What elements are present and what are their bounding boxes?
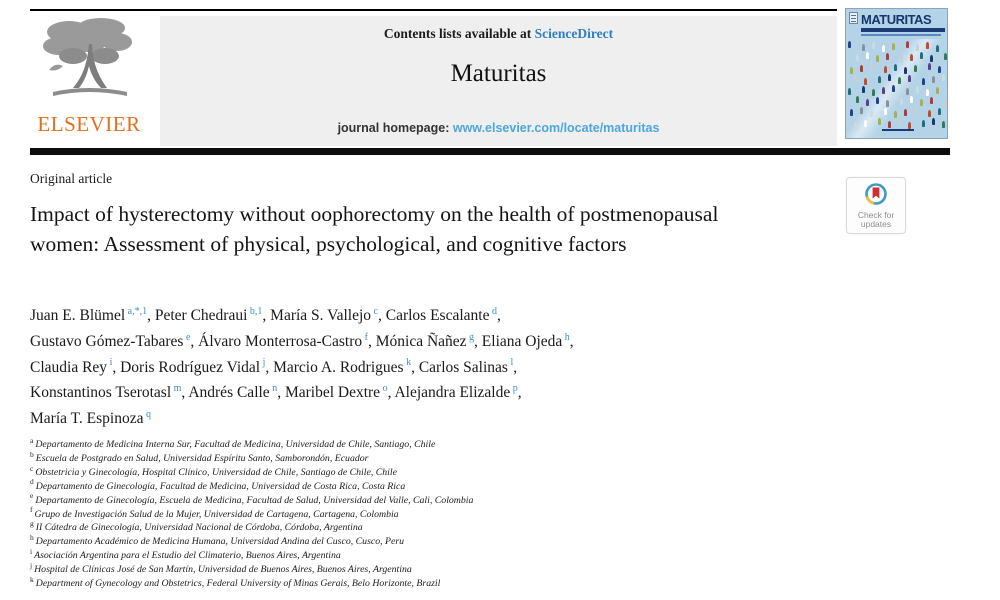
homepage-line [160, 121, 837, 135]
author-affiliation-superscript: l [510, 357, 514, 369]
author-affiliation-superscript: e [185, 331, 191, 343]
cover-person-figure [870, 110, 873, 117]
author-name: Gustavo Gómez-Tabares [30, 332, 184, 350]
author-line: Claudia Rey $^i$, Doris Rodríguez Vidal $^j$, Marcio A. Rodrigues $^k$, Carlos Salinas $^l$, [30, 357, 518, 376]
elsevier-logo[interactable] [28, 14, 150, 146]
check-updates-label-line1: Check for [857, 210, 895, 220]
cover-person-figure [876, 97, 879, 104]
author-affiliation-superscript: j [262, 357, 266, 369]
contents-line [160, 26, 837, 42]
author-affiliation-superscript: n [272, 383, 278, 395]
cover-subtitle-line [861, 34, 941, 36]
cover-person-figure [916, 44, 919, 51]
cover-person-figure [848, 88, 851, 95]
header-thick-divider [30, 148, 950, 155]
author-name: Andrés Calle [188, 384, 270, 402]
sciencedirect-link[interactable]: ScienceDirect [534, 26, 614, 41]
affiliation-line: $^f$ Grupo de Investigación Salud de la Mujer, Universidad de Cartagena, Cartagena, Colombia [30, 505, 399, 520]
cover-person-figure [886, 53, 889, 60]
cover-masthead [846, 9, 947, 39]
author-name: Carlos Salinas [418, 358, 508, 376]
cover-person-figure [850, 67, 853, 74]
author-name: Konstantinos Tserotasl [30, 384, 172, 402]
cover-person-figure [910, 54, 913, 61]
author-list [30, 303, 574, 432]
affiliation-line: $^d$ Departamento de Ginecología, Facultad de Medicina, Universidad de Costa Rica, Costa Rica [30, 477, 406, 492]
author-affiliation-superscript: c [373, 305, 378, 317]
affiliation-line: $^b$ Escuela de Postgrado en Salud, Universidad Espíritu Santo, Samborondón, Ecuador [30, 449, 369, 464]
cover-person-figure [938, 66, 941, 73]
cover-person-figure [914, 107, 917, 114]
cover-subtitle-bar [861, 28, 945, 32]
cover-person-figure [854, 75, 857, 82]
author-line [30, 406, 574, 432]
author-affiliation-superscript: p [512, 383, 518, 395]
author-affiliation-superscript: g [469, 331, 475, 343]
cover-person-figure [876, 55, 879, 62]
cover-person-figure [908, 75, 911, 82]
check-for-updates-badge[interactable] [846, 177, 906, 234]
cover-person-figure [882, 87, 885, 94]
cover-person-figure [864, 120, 867, 127]
cover-person-figure [928, 110, 931, 117]
cover-person-figure [882, 45, 885, 52]
author-affiliation-superscript: m [173, 383, 182, 395]
cover-person-figure [938, 108, 941, 115]
contents-prefix-text: Contents lists available at [383, 26, 535, 41]
cover-person-figure [850, 109, 853, 116]
cover-person-figure [944, 100, 947, 107]
cover-person-figure [854, 122, 857, 129]
cover-person-figure [928, 63, 931, 70]
author-name: Álvaro Monterrosa-Castro [198, 332, 363, 350]
cover-person-figure [904, 109, 907, 116]
cover-person-figure [926, 42, 929, 49]
cover-person-figure [900, 98, 903, 105]
cover-person-figure [936, 87, 939, 94]
author-name: Eliana Ojeda [481, 332, 563, 350]
cover-person-figure [900, 56, 903, 63]
author-affiliation-superscript: h [564, 331, 570, 343]
cover-person-figure [914, 65, 917, 72]
affiliation-line: $^c$ Obstetricia y Ginecología, Hospital Clínico, Universidad de Chile, Santiago de Chile, Chile [30, 463, 397, 478]
cover-person-figure [920, 52, 923, 59]
check-updates-label-line2: updates [860, 219, 892, 229]
elsevier-tree-icon [39, 14, 139, 114]
cover-person-figure [930, 55, 933, 62]
affiliation-list [30, 435, 474, 591]
cover-person-figure [878, 118, 881, 125]
cover-person-figure [864, 78, 867, 85]
author-affiliation-superscript: i [109, 357, 113, 369]
cover-person-figure [944, 53, 947, 60]
cover-person-figure [904, 67, 907, 74]
author-name: Doris Rodríguez Vidal [120, 358, 261, 376]
cover-person-figure [926, 89, 929, 96]
author-affiliation-superscript: k [406, 357, 412, 369]
cover-person-figure [894, 111, 897, 118]
author-name: Carlos Escalante [385, 307, 490, 324]
author-affiliation-superscript: q [146, 409, 151, 421]
author-affiliation-superscript: b,1 [249, 305, 263, 317]
author-name: Juan E. Blümel [30, 307, 126, 324]
cover-person-figure [866, 52, 869, 59]
author-name: Peter Chedraui [154, 307, 248, 324]
cover-person-figure [884, 108, 887, 115]
author-affiliation-superscript: o [382, 383, 388, 395]
affiliation-line: $^h$ Departamento Académico de Medicina Humana, Universidad Andina del Cusco, Cusco, Peru [30, 533, 405, 548]
cover-person-figure [936, 45, 939, 52]
cover-person-figure [908, 122, 911, 129]
cover-person-figure [888, 74, 891, 81]
cover-person-figure [942, 74, 945, 81]
author-name: Maribel Dextre [284, 384, 381, 402]
cover-person-figure [922, 78, 925, 85]
affiliation-line: $^e$ Departamento de Ginecología, Escuela de Medicina, Facultad de Salud, Universidad del Valle, Cali, Colombia [30, 491, 474, 506]
cover-mini-logo-icon [849, 12, 858, 24]
journal-cover-thumbnail[interactable] [845, 8, 948, 139]
cover-person-figure [932, 76, 935, 83]
cover-person-figure [866, 99, 869, 106]
cover-person-figure [932, 118, 935, 125]
author-line: Konstantinos Tserotasl $^m$, Andrés Calle $^n$, Maribel Dextre $^o$, Alejandra Elizalde $^p$, [30, 383, 522, 402]
homepage-prefix-text: journal homepage: [337, 121, 453, 135]
journal-title: Maturitas [450, 60, 547, 87]
top-divider [30, 9, 837, 11]
cover-figures [846, 39, 948, 139]
cover-person-figure [910, 96, 913, 103]
author-name: Marcio A. Rodrigues [273, 358, 404, 376]
cover-person-figure [920, 99, 923, 106]
cover-person-figure [930, 97, 933, 104]
author-name: Alejandra Elizalde [394, 384, 511, 402]
cover-person-figure [870, 63, 873, 70]
cover-person-figure [860, 65, 863, 72]
cover-person-figure [872, 42, 875, 49]
affiliation-line: $^a$ Departamento de Medicina Interna Sur, Facultad de Medicina, Universidad de Chile, Santiago, Chile [30, 435, 436, 450]
cover-person-figure [860, 107, 863, 114]
author-affiliation-superscript: a,*,1 [127, 305, 148, 317]
cover-person-figure [878, 76, 881, 83]
cover-person-figure [942, 121, 945, 128]
author-line: Gustavo Gómez-Tabares $^e$, Álvaro Monterrosa-Castro $^f$, Mónica Ñañez $^g$, Eliana Ojeda $^h$, [30, 331, 574, 350]
author-name: Mónica Ñañez [375, 332, 467, 350]
cover-person-figure [886, 100, 889, 107]
author-affiliation-superscript: f [364, 331, 368, 343]
cover-person-figure [906, 41, 909, 48]
cover-person-figure [862, 86, 865, 93]
affiliation-line: $^g$ II Cátedra de Ginecología, Universidad Nacional de Córdoba, Córdoba, Argentina [30, 519, 363, 534]
journal-homepage-link[interactable]: www.elsevier.com/locate/maturitas [452, 121, 660, 135]
cover-person-figure [898, 119, 901, 126]
cover-journal-title: MATURITAS [861, 12, 932, 27]
affiliation-line: $^j$ Hospital de Clínicas José de San Martín, Universidad de Buenos Aires, Buenos Aires, Argentina [30, 560, 412, 576]
cover-person-figure [922, 120, 925, 127]
cover-person-figure [892, 85, 895, 92]
crossmark-icon [864, 182, 888, 206]
cover-person-figure [892, 43, 895, 50]
affiliation-line: $^k$ Department of Gynecology and Obstetrics, Federal University of Minas Gerais, Belo Horizonte, Brazil [30, 574, 441, 590]
cover-person-figure [894, 64, 897, 71]
cover-person-figure [862, 44, 865, 51]
author-name: María T. Espinoza [30, 410, 144, 428]
cover-person-figure [898, 77, 901, 84]
article-type-label: Original article [30, 171, 113, 186]
affiliation-line: $^i$ Asociación Argentina para el Estudio del Climaterio, Buenos Aires, Argentina [30, 546, 341, 562]
cover-person-figure [906, 88, 909, 95]
author-name: Claudia Rey [30, 358, 108, 376]
author-line: Juan E. Blümel $^{a,*,1}$, Peter Chedraui $^{b,1}$, María S. Vallejo $^c$, Carlos Escalante $^d$, [30, 305, 501, 324]
cover-person-figure [872, 89, 875, 96]
cover-person-figure [856, 54, 859, 61]
cover-footer-line [882, 129, 914, 131]
elsevier-wordmark: ELSEVIER [37, 112, 141, 136]
author-name: María S. Vallejo [270, 307, 372, 324]
cover-person-figure [856, 96, 859, 103]
article-title: Impact of hysterectomy without oophorectomy on the health of postmenopausal women: Assessment of physical, psychological, and cognitive factors [30, 202, 719, 256]
cover-person-figure [888, 121, 891, 128]
cover-person-figure [848, 41, 851, 48]
cover-person-figure [916, 86, 919, 93]
author-affiliation-superscript: d [491, 305, 497, 317]
journal-header-box [160, 16, 837, 146]
cover-person-figure [884, 66, 887, 73]
